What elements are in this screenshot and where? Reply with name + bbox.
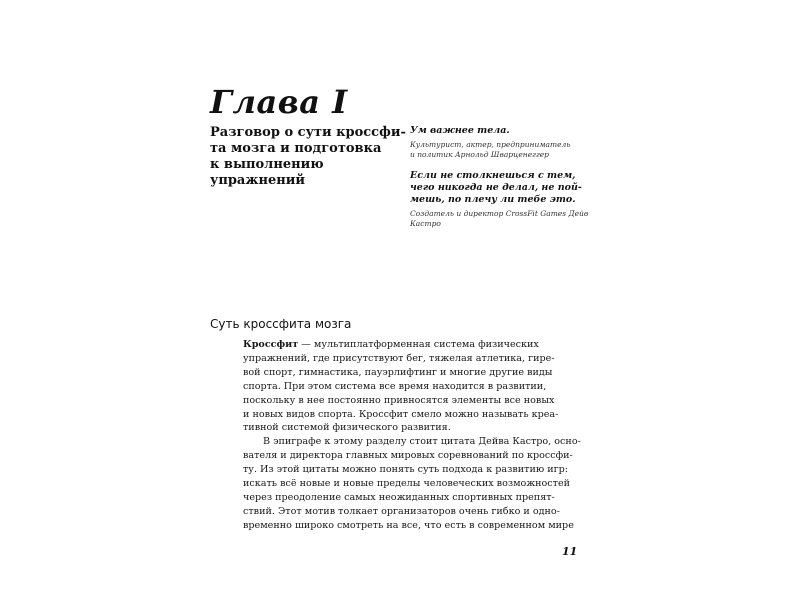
epigraph-source-line: Культурист, актер, предприниматель: [410, 140, 571, 149]
body-line: и новых видов спорта. Кроссфит смело можно называть креа-: [243, 408, 559, 420]
epigraphs: [410, 125, 589, 239]
body-line: вой спорт, гимнастика, пауэрлифтинг и многие другие виды: [243, 366, 553, 378]
epigraph-source-line: Создатель и директор CrossFit Games Дейв: [410, 209, 589, 218]
chapter-title: Глава I: [210, 83, 348, 121]
epigraph-source-line: Кастро: [410, 219, 441, 228]
body-line: поскольку в нее постоянно привносятся элементы все новых: [243, 394, 555, 406]
epigraph-quote-line: Ум важнее тела.: [410, 125, 510, 136]
body-line-rest: — мультиплатформенная система физических: [298, 339, 539, 350]
chapter-subtitle: [210, 125, 406, 189]
chapter-subtitle-line: Разговор о сути кроссфи-: [210, 125, 406, 140]
section-heading: Суть кроссфита мозга: [210, 317, 352, 331]
body-line: вателя и директора главных мировых соревнований по кроссфи-: [243, 450, 573, 462]
body-line: упражнений, где присутствуют бег, тяжелая атлетика, гире-: [243, 352, 555, 364]
chapter-subtitle-line: к выполнению: [210, 157, 324, 172]
epigraph-schwarzenegger: [410, 125, 580, 160]
epigraph-source: [410, 209, 589, 229]
body-line: временно широко смотреть на все, что есть в современном мире: [243, 519, 574, 531]
epigraph-source-line: и политик Арнольд Шварценеггер: [410, 150, 549, 159]
epigraph-quote-line: чего никогда не делал, не пой-: [410, 182, 582, 193]
body-text: [243, 338, 581, 533]
body-line: тивной системой физического развития.: [243, 422, 451, 434]
page-number: 11: [562, 545, 578, 558]
epigraph-quote: [410, 170, 580, 206]
epigraph-quote-line: Если не столкнешься с тем,: [410, 170, 576, 181]
epigraph-source: [410, 140, 580, 160]
body-line: через преодоление самых неожиданных спортивных препят-: [243, 491, 555, 503]
chapter-subtitle-line: та мозга и подготовка: [210, 141, 382, 156]
defined-term: Кроссфит: [243, 339, 299, 350]
body-line: спорта. При этом система все время находится в развитии,: [243, 380, 547, 392]
epigraph-castro: [410, 170, 589, 229]
epigraph-quote-line: мешь, по плечу ли тебе это.: [410, 194, 576, 205]
body-line: В эпиграфе к этому разделу стоит цитата Дейва Кастро, осно-: [263, 436, 581, 448]
body-line: ствий. Этот мотив толкает организаторов очень гибко и одно-: [243, 505, 560, 517]
chapter-subtitle-line: упражнений: [210, 173, 306, 188]
body-line: ту. Из этой цитаты можно понять суть подхода к развитию игр:: [243, 464, 569, 476]
body-line: искать всё новые и новые пределы человеческих возможностей: [243, 478, 571, 490]
epigraph-quote: [410, 125, 580, 137]
body-line: [243, 338, 573, 352]
